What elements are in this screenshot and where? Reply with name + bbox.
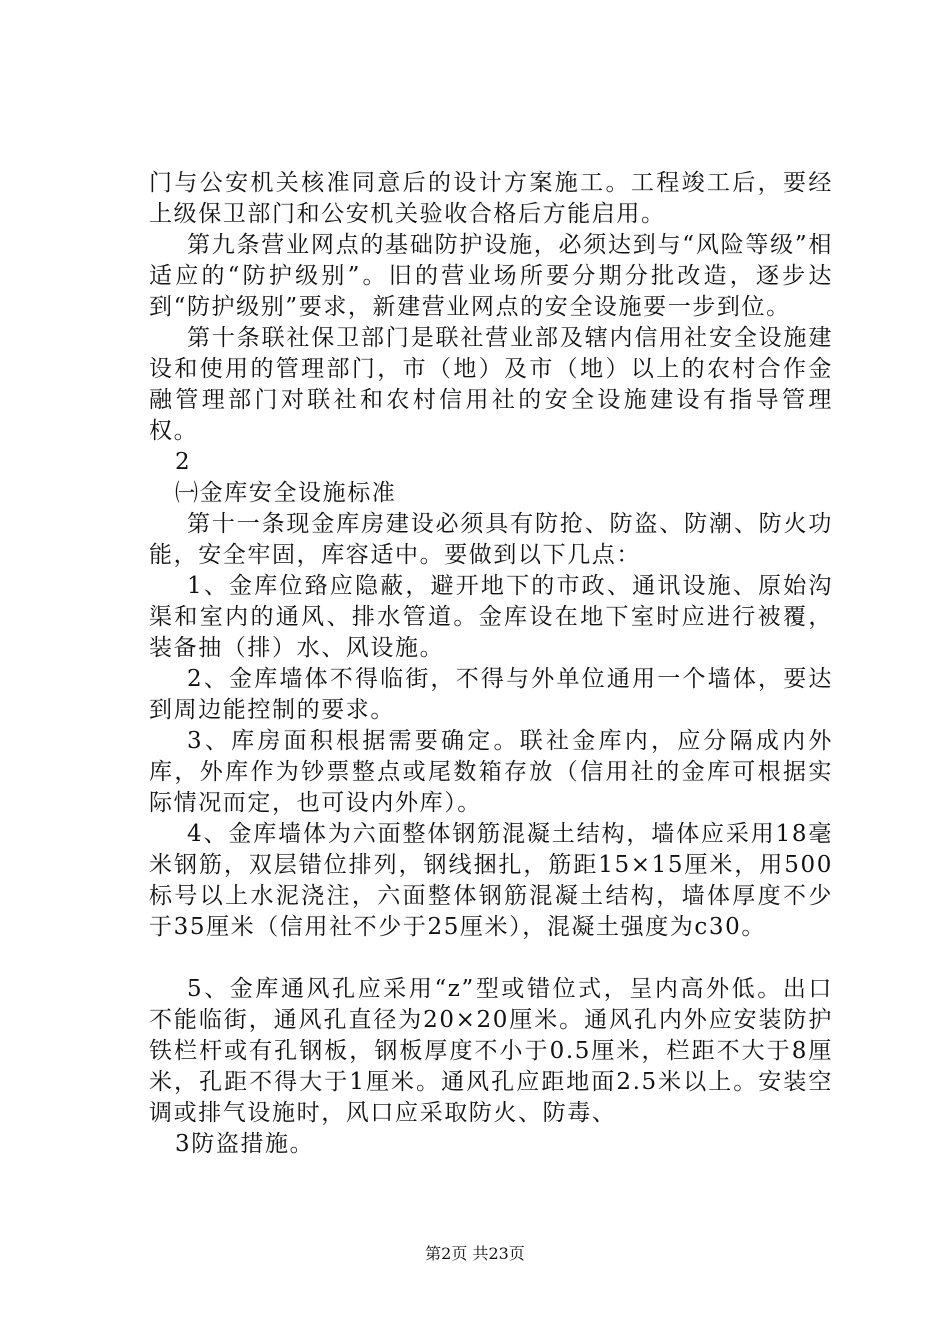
paragraph-continuation: 门与公安机关核准同意后的设计方案施工。工程竣工后，要经上级保卫部门和公安机关验收合格后方能启用。 (149, 170, 833, 227)
paragraph-article-11: 第十一条现金库房建设必须具有防抢、防盗、防潮、防火功能，安全牢固，库容适中。要做到以下几点： (149, 511, 833, 568)
section-heading: ㈠金库安全设施标准 (175, 480, 397, 506)
document-body (149, 168, 833, 1160)
list-item-4: 4、金库墙体为六面整体钢筋混凝土结构，墙体应采用18毫米钢筋，双层错位排列，钢线捆扎，筋距15×15厘米，用500标号以上水泥浇注，六面整体钢筋混凝土结构，墙体厚度不少于35厘米（信用社不少于25厘米），混凝土强度为c30。 (149, 821, 833, 940)
paragraph-article-10: 第十条联社保卫部门是联社营业部及辖内信用社安全设施建设和使用的管理部门，市（地）及市（地）以上的农村合作金融管理部门对联社和农村信用社的安全设施建设有指导管理权。 (149, 325, 833, 444)
list-item-3: 3、库房面积根据需要确定。联社金库内，应分隔成内外库，外库作为钞票整点或尾数箱存放（信用社的金库可根据实际情况而定，也可设内外库）。 (149, 728, 833, 816)
page-marker-3: 3防盗措施。 (175, 1131, 315, 1157)
list-item-5: 5、金库通风孔应采用“z”型或错位式，呈内高外低。出口不能临街，通风孔直径为20×20厘米。通风孔内外应安装防护铁栏杆或有孔钢板，钢板厚度不小于0.5厘米，栏距不大于8厘米，孔距不得大于1厘米。通风孔应距地面2.5米以上。安装空调或排气设施时，风口应采取防火、防毒、 (149, 976, 833, 1126)
list-item-2: 2、金库墙体不得临街，不得与外单位通用一个墙体，要达到周边能控制的要求。 (149, 666, 833, 723)
page-marker-2: 2 (175, 449, 192, 475)
list-item-1: 1、金库位臵应隐蔽，避开地下的市政、通讯设施、原始沟渠和室内的通风、排水管道。金库设在地下室时应进行被覆，装备抽（排）水、风设施。 (149, 573, 833, 661)
paragraph-article-9: 第九条营业网点的基础防护设施，必须达到与“风险等级”相适应的“防护级别”。旧的营业场所要分期分批改造，逐步达到“防护级别”要求，新建营业网点的安全设施要一步到位。 (149, 232, 833, 320)
page-footer: 第2页 共23页 (425, 1244, 525, 1263)
